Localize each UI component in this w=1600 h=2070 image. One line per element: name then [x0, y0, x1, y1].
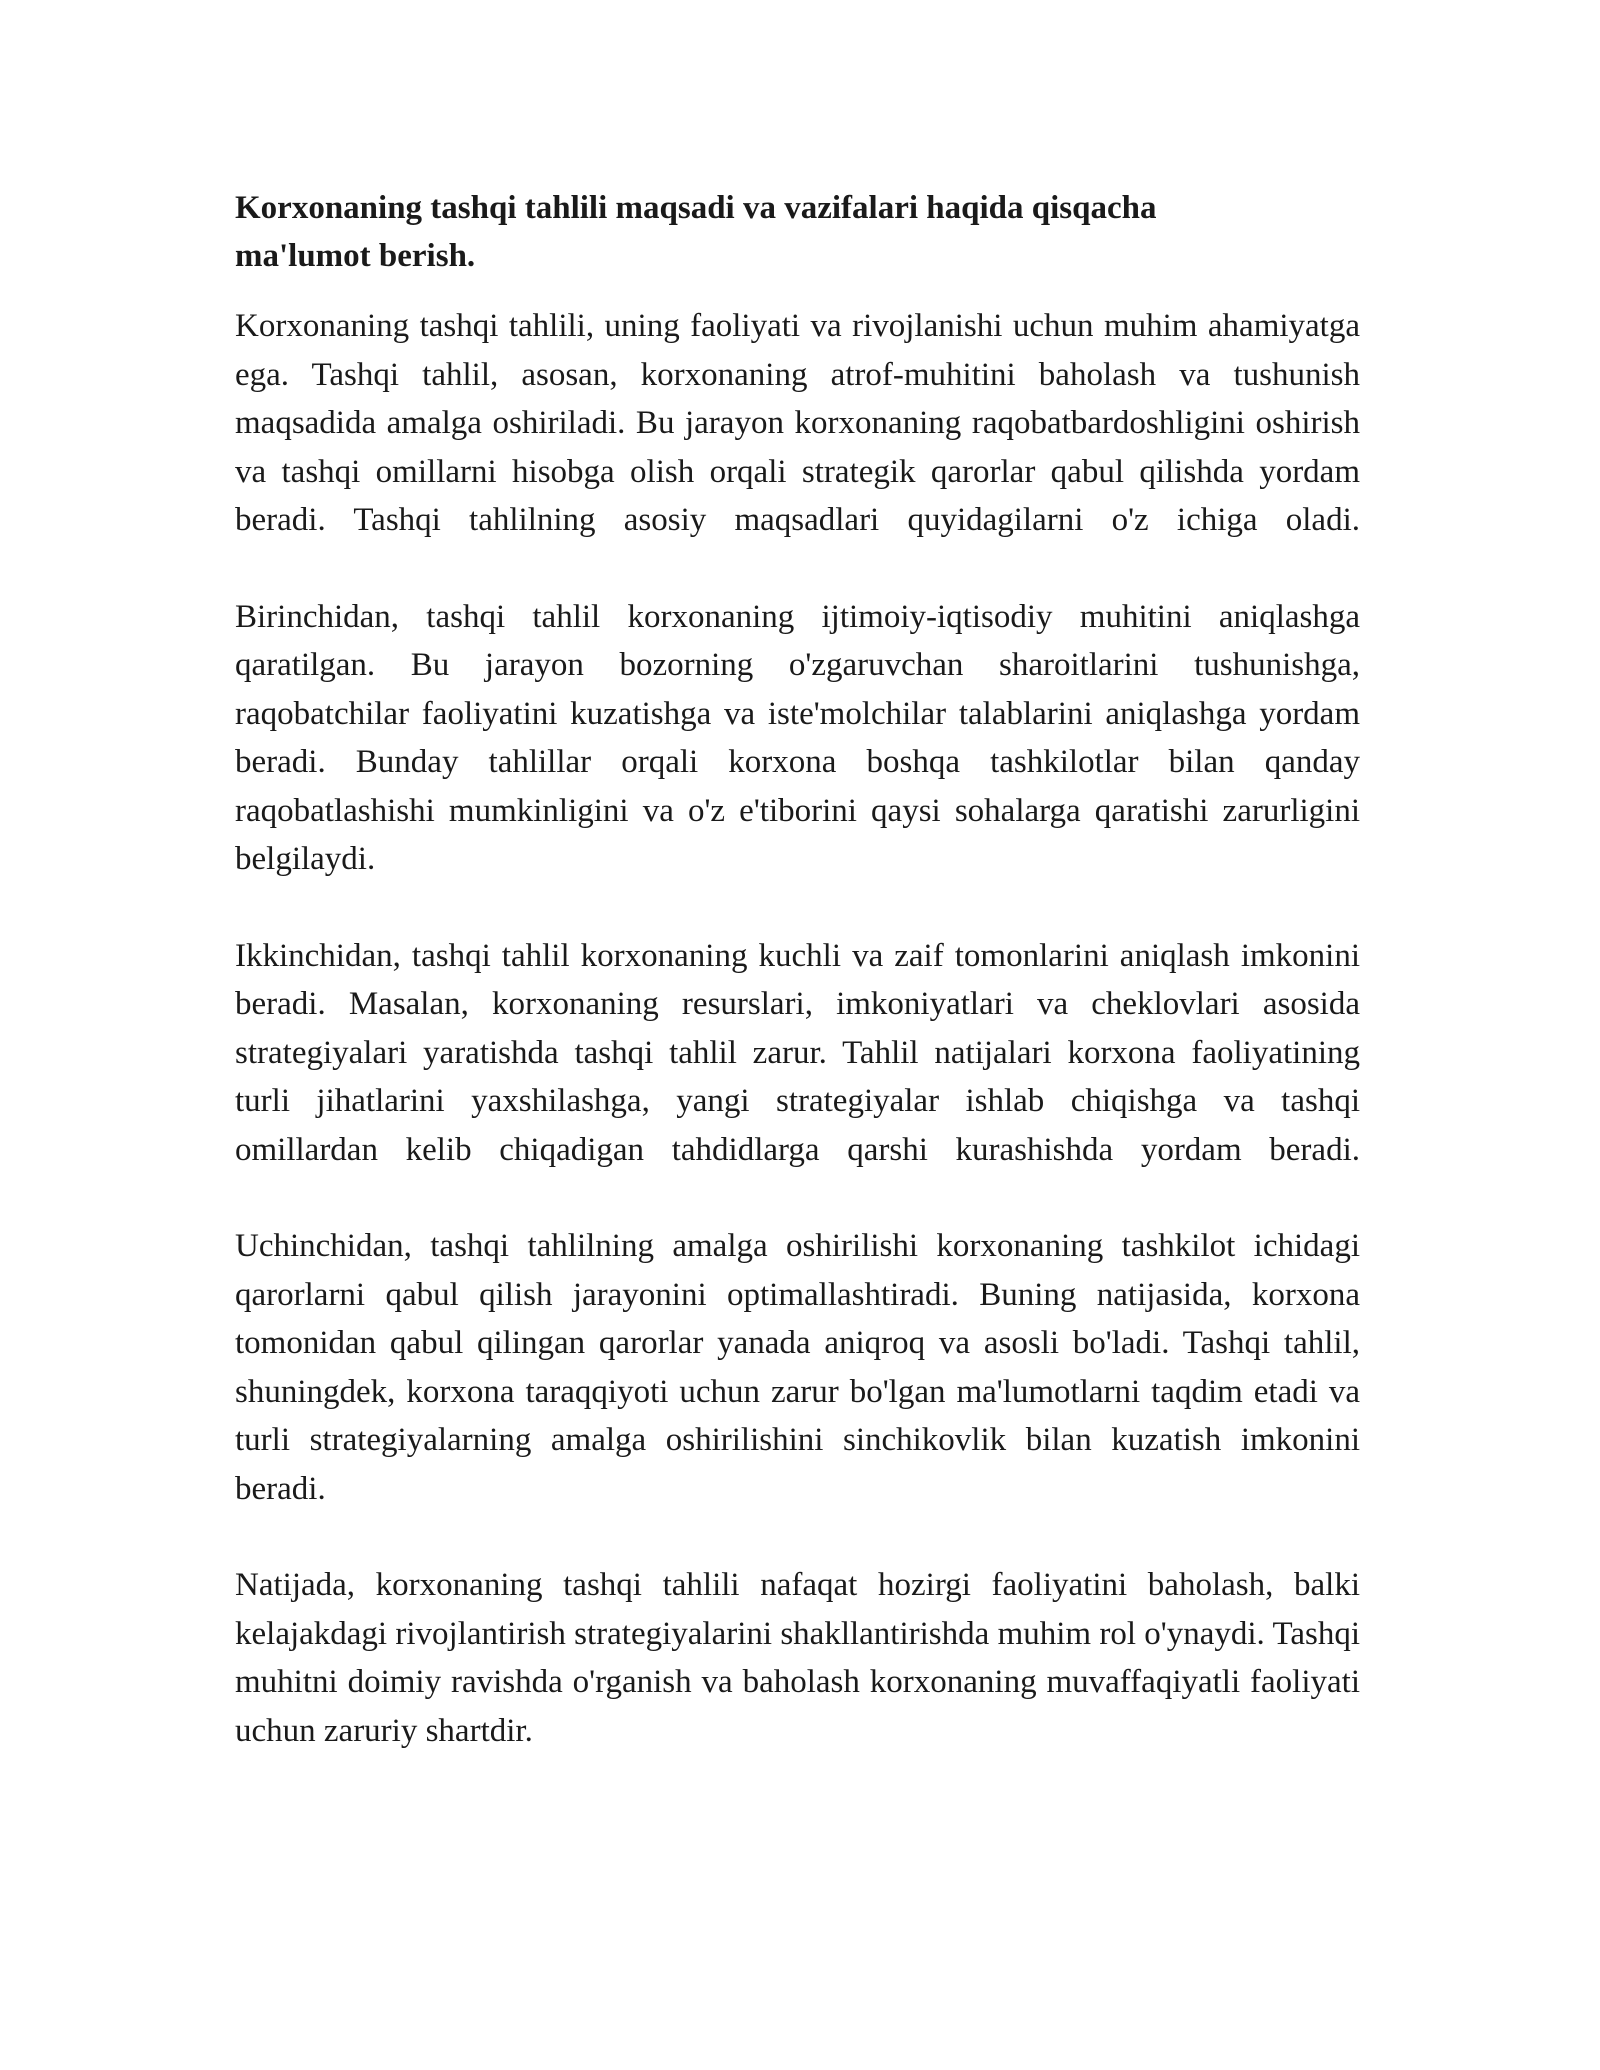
paragraph-first: Birinchidan, tashqi tahlil korxonaning ijtimoiy-iqtisodiy muhitini aniqlashga qaratilgan. Bu jarayon bozorning o'zgaruvchan sharoitlarini tushunishga, raqobatchilar faoliyatini kuzatishga va iste'molchilar talablarini aniqlashga yordam beradi. Bunday tahlillar orqali korxona boshqa tashkilotlar bilan qanday raqobatlashishi mumkinligini va o'z e'tiborini qaysi sohalarga qaratishi zarurligini belgilaydi.: [235, 598, 1360, 877]
paragraph-intro: Korxonaning tashqi tahlili, uning faoliyati va rivojlanishi uchun muhim ahamiyatga ega. Tashqi tahlil, asosan, korxonaning atrof-muhitini baholash va tushunish maqsadida amalga oshiriladi. Bu jarayon korxonaning raqobatbardoshligini oshirish va tashqi omillarni hisobga olish orqali strategik qarorlar qabul qilishda yordam beradi. Tashqi tahlilning asosiy maqsadlari quyidagilarni o'z ichiga oladi.: [235, 308, 1360, 538]
paragraph-conclusion: Natijada, korxonaning tashqi tahlili nafaqat hozirgi faoliyatini baholash, balki kelajakdagi rivojlantirish strategiyalarini shakllantirishda muhim rol o'ynaydi. Tashqi muhitni doimiy ravishda o'rganish va baholash korxonaning muvaffaqiyatli faoliyati uchun zaruriy shartdir.: [235, 1567, 1360, 1749]
document-title: Korxonaning tashqi tahlili maqsadi va vazifalari haqida qisqacha ma'lumot berish.: [235, 190, 1157, 274]
paragraph-second: Ikkinchidan, tashqi tahlil korxonaning kuchli va zaif tomonlarini aniqlash imkonini beradi. Masalan, korxonaning resurslari, imkoniyatlari va cheklovlari asosida strategiyalari yaratishda tashqi tahlil zarur. Tahlil natijalari korxona faoliyatining turli jihatlarini yaxshilashga, yangi strategiyalar ishlab chiqishga va tashqi omillardan kelib chiqadigan tahdidlarga qarshi kurashishda yordam beradi.: [235, 937, 1360, 1168]
document-body: [235, 184, 1360, 1803]
paragraph-third: Uchinchidan, tashqi tahlilning amalga oshirilishi korxonaning tashkilot ichidagi qarorlarni qabul qilish jarayonini optimallashtiradi. Buning natijasida, korxona tomonidan qabul qilingan qarorlar yanada aniqroq va asosli bo'ladi. Tashqi tahlil, shuningdek, korxona taraqqiyoti uchun zarur bo'lgan ma'lumotlarni taqdim etadi va turli strategiyalarning amalga oshirilishini sinchikovlik bilan kuzatish imkonini beradi.: [235, 1228, 1360, 1507]
